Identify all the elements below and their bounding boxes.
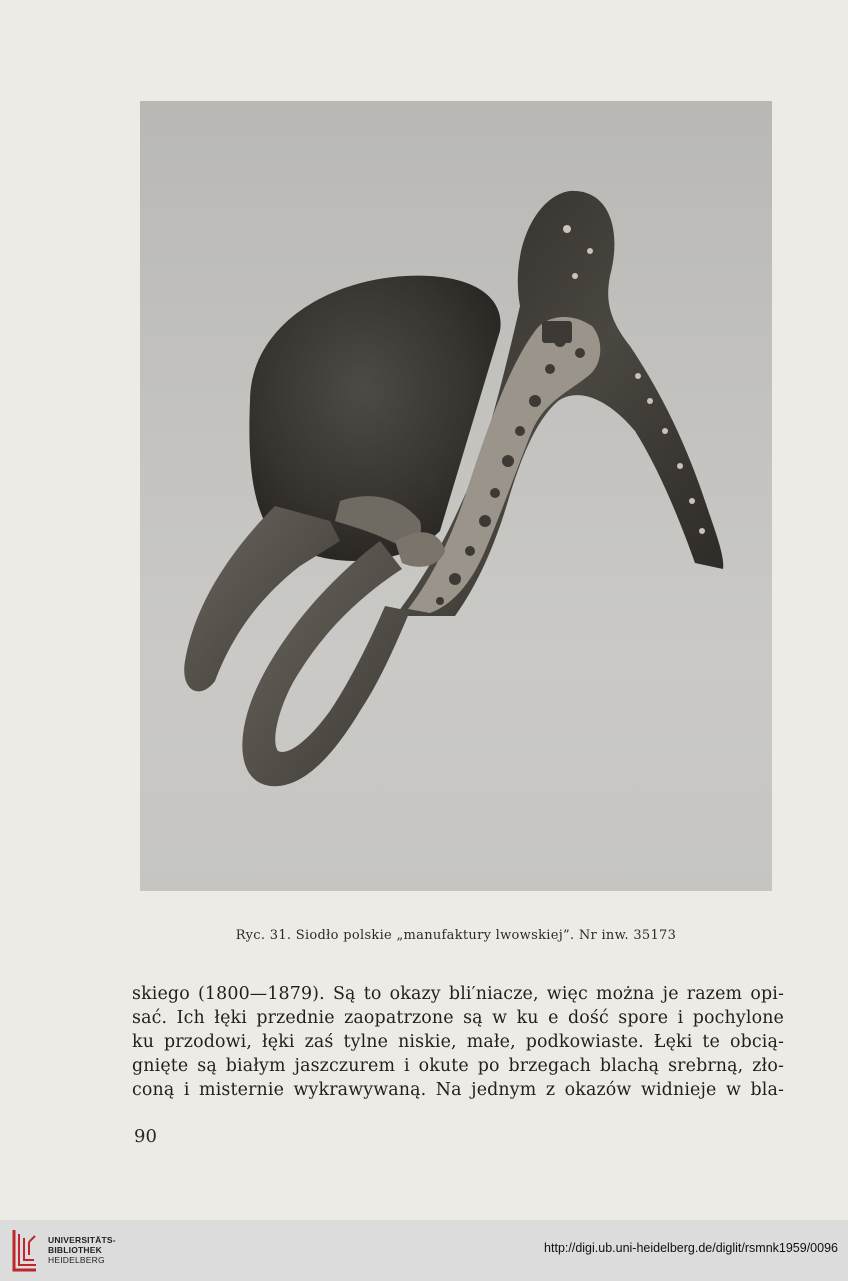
text-line: gnięte są białym jaszczurem i okute po brzegach blachą srebrną, zło- (132, 1056, 784, 1076)
page-number: 90 (134, 1126, 157, 1147)
saddle-photograph (140, 101, 772, 891)
text-line: ku przodowi, łęki zaś tylne niskie, małe, podkowiaste. Łęki te obcią- (132, 1032, 784, 1052)
library-name (48, 1235, 116, 1265)
library-name-line2: BIBLIOTHEK (48, 1245, 102, 1255)
figure-caption: Ryc. 31. Siodło polskie „manufaktury lwowskiej”. Nr inw. 35173 (235, 928, 677, 943)
text-line: sać. Ich łęki przednie zaopatrzone są w ku e dość spore i pochylone (132, 1008, 784, 1028)
library-name-line3: HEIDELBERG (48, 1255, 105, 1265)
library-name-line1: UNIVERSITÄTS- (48, 1235, 116, 1245)
permalink-url[interactable]: http://digi.ub.uni-heidelberg.de/diglit/rsmnk1959/0096 (544, 1241, 838, 1255)
body-paragraph (132, 982, 784, 1102)
text-line: skiego (1800—1879). Są to okazy bli′niacze, więc można je razem opi- (132, 984, 784, 1004)
text-line: coną i misternie wykrawywaną. Na jednym z okazów widnieje w bla- (132, 1080, 784, 1100)
library-footer (0, 1220, 848, 1281)
saddle-illustration (140, 101, 772, 891)
university-library-logo-icon (10, 1228, 40, 1272)
